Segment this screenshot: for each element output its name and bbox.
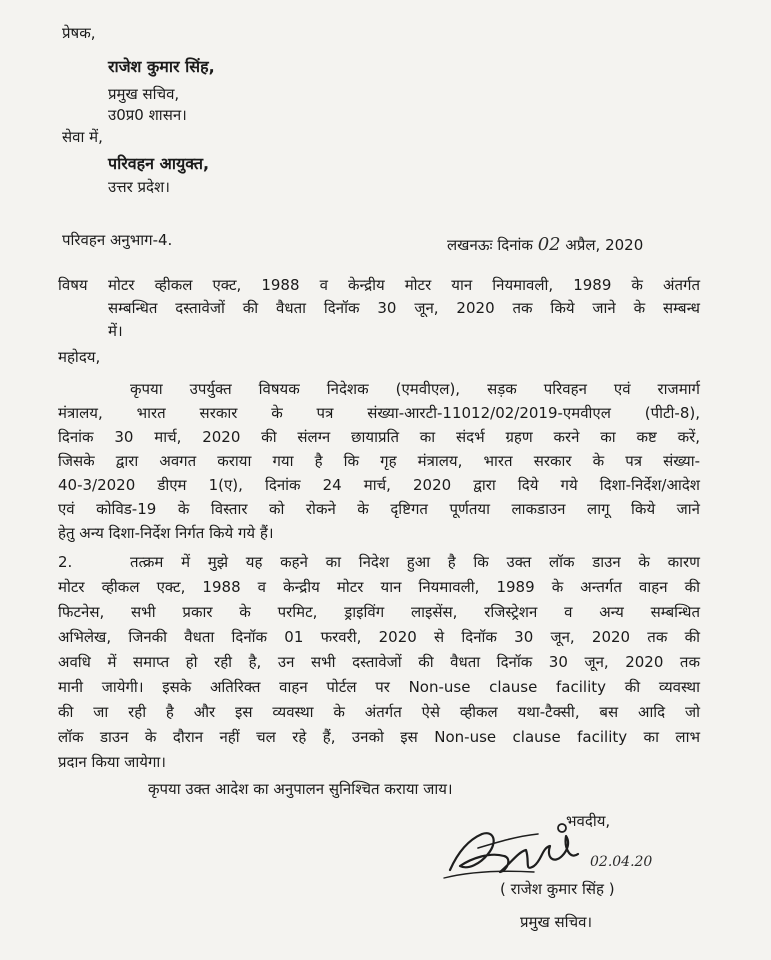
recipient-label: सेवा में, <box>62 128 103 146</box>
section-label: परिवहन अनुभाग-4. <box>62 231 173 249</box>
sender-name: राजेश कुमार सिंह, <box>108 57 215 76</box>
closing-instruction: कृपया उक्त आदेश का अनुपालन सुनिश्चित कराया जाय। <box>148 780 453 798</box>
signatory-name: ( राजेश कुमार सिंह ) <box>500 880 615 898</box>
para2-line: अवधि में समाप्त हो रही है, उन सभी दस्तावेजों की वैधता दिनॉक 30 जून, 2020 तक <box>58 653 700 671</box>
subject-line: मोटर व्हीकल एक्ट, 1988 व केन्द्रीय मोटर यान नियमावली, 1989 के अंतर्गत <box>108 276 700 294</box>
para1-line: 40-3/2020 डीएम 1(ए), दिनांक 24 मार्च, 2020 द्वारा दिये गये दिशा-निर्देश/आदेश <box>58 476 700 494</box>
para2-line: की जा रही है और इस व्यवस्था के अंतर्गत ऐसे व्हीकल यथा-टैक्सी, बस आदि जो <box>58 703 700 721</box>
para1-line: दिनांक 30 मार्च, 2020 की संलग्न छायाप्रति का संदर्भ ग्रहण करने का कष्ट करें, <box>58 428 700 446</box>
recipient-name: परिवहन आयुक्त, <box>108 154 210 173</box>
para2-line: प्रदान किया जायेगा। <box>58 753 166 771</box>
subject-line: सम्बन्धित दस्तावेजों की वैधता दिनॉक 30 जून, 2020 तक किये जाने के सम्बन्ध <box>108 299 700 317</box>
sender-org: उ0प्र0 शासन। <box>108 106 187 124</box>
sender-label: प्रेषक, <box>62 24 96 42</box>
para1-line: जिसके द्वारा अवगत कराया गया है कि गृह मंत्रालय, भारत सरकार के पत्र संख्या- <box>58 452 700 470</box>
place-date-prefix: लखनऊः दिनांक <box>447 236 533 254</box>
para2-line: मानी जायेगी। इसके अतिरिक्त वाहन पोर्टल पर Non-use clause facility की व्यवस्था <box>58 678 700 696</box>
place-date-suffix: अप्रैल, 2020 <box>565 236 644 254</box>
para1-line: कृपया उपर्युक्त विषयक निदेशक (एमवीएल), सड़क परिवहन एवं राजमार्ग <box>130 380 700 398</box>
handwritten-signature <box>438 812 611 887</box>
place-date <box>447 236 643 254</box>
para2-line: लॉक डाउन के दौरान नहीं चल रहे हैं, उनको इस Non-use clause facility का लाभ <box>58 728 700 746</box>
recipient-place: उत्तर प्रदेश। <box>108 178 170 196</box>
valediction: भवदीय, <box>566 812 611 830</box>
handwritten-date: 02 <box>537 234 561 255</box>
para2-line: अभिलेख, जिनकी वैधता दिनॉक 01 फरवरी, 2020 से दिनॉक 30 जून, 2020 तक की <box>58 628 700 646</box>
para2-line: तत्क्रम में मुझे यह कहने का निदेश हुआ है कि उक्त लॉक डाउन के कारण <box>130 553 700 571</box>
para1-line: हेतु अन्य दिशा-निर्देश निर्गत किये गये हैं। <box>58 524 274 542</box>
subject-label: विषय <box>58 276 88 294</box>
signatory-title: प्रमुख सचिव। <box>520 913 593 931</box>
para1-line: एवं कोविड-19 के विस्तार को रोकने के दृष्टिगत पूर्णतया लाकडाउन लागू किये जाने <box>58 500 700 518</box>
subject-line: में। <box>108 322 123 340</box>
sender-title: प्रमुख सचिव, <box>108 85 180 103</box>
salutation: महोदय, <box>58 348 101 366</box>
para2-line: मोटर व्हीकल एक्ट, 1988 व केन्द्रीय मोटर यान नियमावली, 1989 के अन्तर्गत वाहन की <box>58 578 700 596</box>
para2-line: फिटनेस, सभी प्रकार के परमिट, ड्राइविंग लाइसेंस, रजिस्ट्रेशन व अन्य सम्बन्धित <box>58 603 700 621</box>
para2-number: 2. <box>58 553 73 571</box>
signature-date: 02.04.20 <box>590 854 653 870</box>
para1-line: मंत्रालय, भारत सरकार के पत्र संख्या-आरटी-11012/02/2019-एमवीएल (पीटी-8), <box>58 404 700 422</box>
